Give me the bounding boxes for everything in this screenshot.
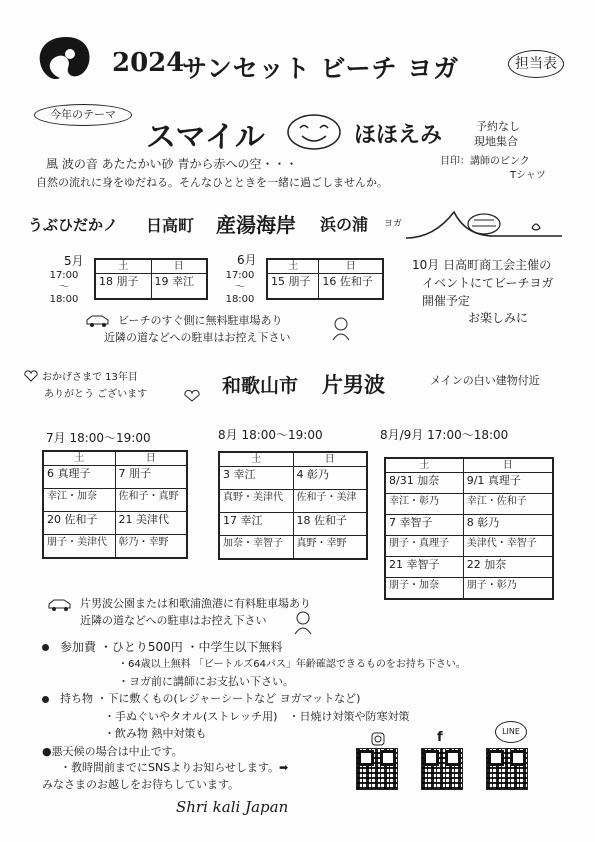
bring-line-2: ・手ぬぐいやタオル(ストレッチ用) ・日焼け対策や防寒対策 (104, 710, 410, 723)
person-icon (292, 610, 314, 636)
location1-prefix: うぶひだかノ (28, 216, 119, 234)
october-line-3: 開催予定 (422, 294, 471, 308)
logo-icon (36, 34, 96, 86)
car-icon (46, 598, 74, 612)
location1-sub-note: ヨガ (384, 219, 403, 229)
july-cell: 7 朋子 (115, 466, 187, 489)
september-cell: 22 加奈 (463, 557, 553, 578)
note-no-reservation: 予約なし (476, 120, 520, 133)
september-cell: 8/31 加奈 (385, 473, 463, 494)
page-title: サンセット ビーチ ヨガ (182, 54, 460, 83)
june-time: 17:00 〜 18:00 (225, 270, 255, 305)
september-cell: 9/1 真理子 (463, 473, 553, 494)
august-header-sat: 土 (219, 452, 293, 467)
smile-face-icon (286, 113, 342, 151)
august-cell: 17 幸江 (219, 513, 293, 536)
person-icon (330, 316, 352, 342)
fee-line-2: ・64歳以上無料 「ビートルズ64パス」年齢確認できるものをお持ち下さい。 (118, 659, 466, 670)
note-shirt: Tシャツ (510, 170, 546, 181)
theme-label: 今年のテーマ (34, 104, 132, 126)
august-schedule-table (218, 451, 368, 560)
july-schedule-table (42, 450, 188, 559)
thanks-line-1: おかげさまで 13年目 (42, 372, 138, 383)
august-title: 8月 18:00〜19:00 (218, 428, 323, 442)
september-title: 8月/9月 17:00〜18:00 (380, 428, 509, 442)
bring-line-3: ・飲み物 熱中対策も (104, 727, 207, 740)
parking2-line-1: 片男波公園または和歌浦漁港に有料駐車場あり (80, 597, 311, 610)
intro-line-2: 自然の流れに身をゆだねる。そんなひとときを一緒に過ごしませんか。 (36, 176, 388, 189)
september-schedule-table (384, 457, 554, 600)
weather-line-2: ・教時間前までにSNSよりお知らせします。➡ (60, 761, 289, 774)
heart-icon (184, 390, 200, 402)
june-cell: 15 朋子 (267, 274, 319, 300)
july-cell: 佐和子・真野 (115, 489, 187, 512)
august-cell: 4 彰乃 (293, 467, 367, 490)
may-month: 5月 (64, 254, 84, 268)
location1-town: 日高町 (146, 216, 195, 235)
may-header-sat: 土 (95, 259, 151, 274)
may-cell: 19 幸江 (151, 274, 207, 300)
note-mark: 目印：講師のピンク (440, 156, 530, 167)
september-header-sun: 日 (463, 458, 553, 473)
theme-smile: ほほえみ (354, 122, 443, 148)
july-header-sun: 日 (115, 451, 187, 466)
year-title: 2024 (112, 48, 185, 78)
heart-icon (24, 370, 38, 382)
bullet-icon (42, 644, 49, 651)
july-cell: 幸江・加奈 (43, 489, 115, 512)
october-line-1: 10月 日高町商工会主催の (412, 258, 552, 272)
location2-note: メインの白い建物付近 (430, 374, 540, 387)
fee-line-3: ・ヨガ前に講師にお支払い下さい。 (118, 675, 294, 688)
facebook-icon: f (437, 730, 443, 745)
august-cell: 真野・美津代 (219, 490, 293, 513)
beach-wave-icon (404, 206, 564, 244)
note-meet-onsite: 現地集合 (474, 135, 518, 148)
october-line-2: イベントにてビーチヨガ (422, 276, 554, 290)
weather-line-1: ●悪天候の場合は中止です。 (42, 745, 183, 758)
july-header-sat: 土 (43, 451, 115, 466)
location2-city: 和歌山市 (222, 375, 299, 397)
thanks-line-2: ありがとう ございます (44, 389, 148, 400)
august-cell: 真野・幸野 (293, 536, 367, 560)
july-cell: 20 佐和子 (43, 512, 115, 535)
may-time: 17:00 〜 18:00 (49, 270, 79, 305)
location1-name: 産湯海岸 (216, 213, 296, 237)
signature: Shri kali Japan (176, 798, 289, 816)
location1-sub: 浜の浦 (320, 215, 369, 234)
september-cell: 朋子・真理子 (385, 536, 463, 557)
fee-line-1: 参加費 ・ひとり500円 ・中学生以下無料 (60, 640, 283, 654)
location2-name: 片男波 (322, 372, 385, 397)
theme-word: スマイル (146, 120, 265, 155)
parking2-line-2: 近隣の道などへの駐車はお控え下さい (80, 614, 267, 627)
august-cell: 18 佐和子 (293, 513, 367, 536)
june-schedule-table (266, 258, 384, 300)
august-cell: 加奈・幸智子 (219, 536, 293, 560)
august-cell: 3 幸江 (219, 467, 293, 490)
bullet-icon (42, 696, 49, 703)
july-cell: 彰乃・幸野 (115, 535, 187, 559)
facebook-qr[interactable] (421, 748, 463, 790)
september-cell: 幸江・佐和子 (463, 494, 553, 515)
closing-message: みなさまのお越しをお待ちしています。 (42, 778, 240, 791)
september-header-sat: 土 (385, 458, 463, 473)
parking1-line-2: 近隣の道などへの駐車はお控え下さい (104, 331, 291, 344)
instagram-icon (371, 732, 385, 746)
intro-line-1: 風 波の音 あたたかい砂 青から赤への空・・・ (46, 157, 298, 171)
july-cell: 21 美津代 (115, 512, 187, 535)
august-header-sun: 日 (293, 452, 367, 467)
august-cell: 佐和子・美津 (293, 490, 367, 513)
october-line-4: お楽しみに (468, 311, 529, 325)
july-cell: 朋子・美津代 (43, 535, 115, 559)
june-header-sat: 土 (267, 259, 319, 274)
september-cell: 7 幸智子 (385, 515, 463, 536)
september-cell: 幸江・彰乃 (385, 494, 463, 515)
june-cell: 16 佐和子 (319, 274, 383, 300)
line-qr[interactable] (486, 748, 528, 790)
september-cell: 8 彰乃 (463, 515, 553, 536)
september-cell: 朋子・加奈 (385, 578, 463, 600)
september-cell: 美津代・幸智子 (463, 536, 553, 557)
september-cell: 朋子・彰乃 (463, 578, 553, 600)
june-header-sun: 日 (319, 259, 383, 274)
july-title: 7月 18:00〜19:00 (46, 431, 151, 445)
july-cell: 6 真理子 (43, 466, 115, 489)
may-header-sun: 日 (151, 259, 207, 274)
june-month: 6月 (237, 253, 257, 267)
may-cell: 18 朋子 (95, 274, 151, 300)
september-cell: 21 幸智子 (385, 557, 463, 578)
line-icon: LINE (495, 721, 527, 743)
parking1-line-1: ビーチのすぐ側に無料駐車場あり (118, 314, 283, 327)
role-badge: 担当表 (508, 50, 564, 78)
instagram-qr[interactable] (356, 748, 398, 790)
car-icon (84, 314, 112, 328)
may-schedule-table (94, 258, 208, 300)
bring-line-1: 持ち物 ・下に敷くもの(レジャーシートなど ヨガマットなど) (60, 692, 361, 705)
